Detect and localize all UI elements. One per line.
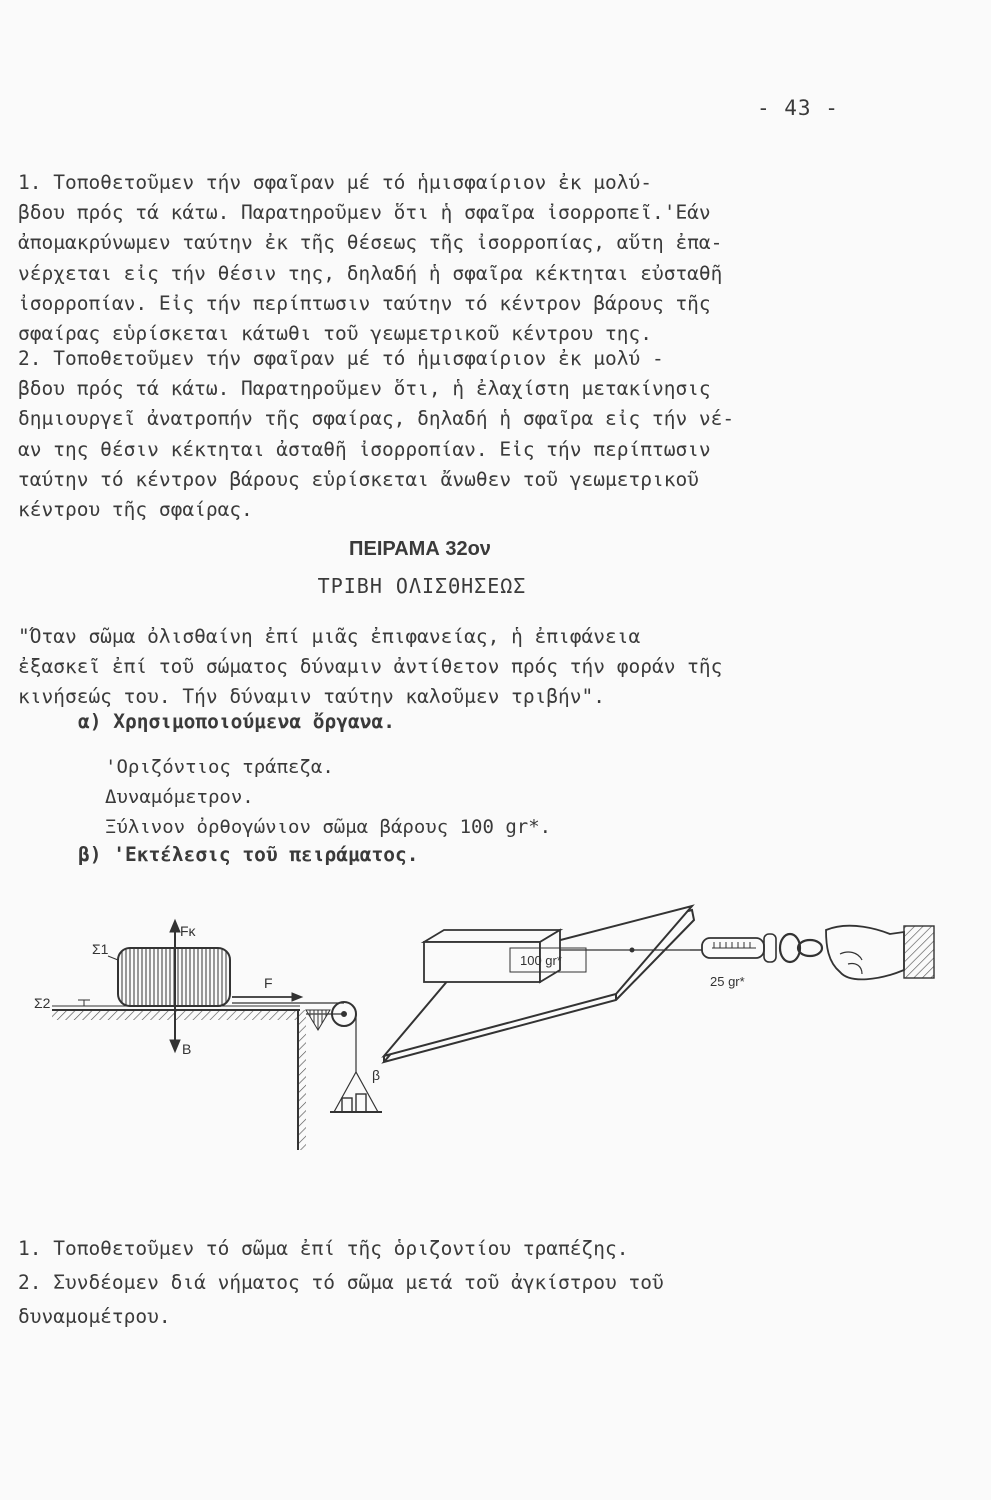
label-force: F [264, 975, 273, 991]
surface1-pointer [108, 956, 118, 960]
text-line: ἀπομακρύνωμεν ταύτην ἐκ τῆς θέσεως τῆς ἰσορροπίας, αὕτη ἐπα- [18, 231, 723, 255]
text-line: κέντρου τῆς σφαίρας. [18, 498, 253, 522]
weight-1 [342, 1098, 352, 1112]
experiment-figure [0, 890, 991, 1160]
text-line: σφαίρας εὑρίσκεται κάτωθι τοῦ γεωμετρικοῦ κέντρου της. [18, 322, 652, 346]
text-line: βδου πρός τά κάτω. Παρατηροῦμεν ὅτι, ἡ ἐλαχίστη μετακίνησις [18, 377, 711, 401]
normal-force-arrowhead [170, 920, 180, 932]
list-item: Ξύλινον ὀρθογώνιον σῶμα βάρους 100 gr*. [105, 816, 552, 838]
box-top [424, 930, 560, 942]
label-dynamometer-reading: 25 gr* [710, 974, 745, 989]
label-surface1: Σ1 [92, 941, 109, 957]
table-edge [298, 1010, 306, 1150]
weight-2 [356, 1094, 366, 1112]
scale-ticks [714, 942, 750, 948]
pulley-bracket [306, 1010, 330, 1030]
hook-point [630, 948, 634, 952]
force-arrowhead [292, 993, 302, 1001]
text-line: νέρχεται εἰς τήν θέσιν της, δηλαδή ἡ σφαῖρα κέκτηται εὐσταθῆ [18, 261, 723, 285]
text-line: δημιουργεῖ ἀνατροπήν τῆς σφαίρας, δηλαδή ἡ σφαῖρα εἰς τήν νέ- [18, 407, 735, 431]
step-item: δυναμομέτρου. [18, 1305, 171, 1328]
label-weight-pan: β [372, 1067, 381, 1083]
experiment-title: ΠΕΙΡΑΜΑ 32ον [349, 538, 491, 560]
pan-string-left [334, 1072, 356, 1112]
friction-definition [18, 622, 722, 712]
hand [826, 926, 904, 980]
paragraph-unstable-equilibrium [18, 344, 838, 525]
paragraph-stable-equilibrium [18, 168, 838, 349]
procedure-steps [18, 1232, 664, 1334]
text-line: ἐξασκεῖ ἐπί τοῦ σώματος δύναμιν ἀντίθετον πρός τήν φοράν τῆς [18, 655, 723, 678]
dynamometer-cap [764, 934, 776, 962]
section-procedure-heading: β) 'Εκτέλεσις τοῦ πειράματος. [78, 843, 419, 866]
weight-arrowhead [170, 1040, 180, 1052]
label-normal-force: Fκ [180, 923, 196, 939]
label-weight-body: Β [182, 1041, 192, 1057]
text-line: κινήσεώς του. Τήν δύναμιν ταύτην καλοῦμεν τριβήν". [18, 685, 605, 708]
section-instruments-heading: α) Χρησιμοποιούμενα ὄργανα. [78, 710, 395, 733]
label-block-weight: 100 gr* [520, 953, 562, 968]
text-line: "Όταν σῶμα ὀλισθαίνη ἐπί μιᾶς ἐπιφανείας, ἡ ἐπιφάνεια [18, 625, 641, 648]
sleeve [904, 926, 934, 978]
chain-link-2 [798, 940, 822, 956]
text-line: βδου πρός τά κάτω. Παρατηροῦμεν ὅτι ἡ σφαῖρα ἰσορροπεῖ.'Εάν [18, 201, 711, 225]
list-item: 'Οριζόντιος τράπεζα. [105, 756, 334, 778]
text-line: 2. Τοποθετοῦμεν τήν σφαῖραν μέ τό ἡμισφαίριον ἐκ μολύ - [18, 347, 664, 370]
experiment-subtitle: ΤΡΙΒΗ ΟΛΙΣΘΗΣΕΩΣ [317, 574, 527, 598]
text-line: ταύτην τό κέντρον βάρους εὑρίσκεται ἄνωθεν τοῦ γεωμετρικοῦ [18, 467, 699, 491]
text-line: αν της θέσιν κέκτηται ἀσταθῆ ἰσορροπίαν. Εἰς τήν περίπτωσιν [18, 437, 711, 461]
instrument-list [105, 752, 551, 842]
dynamometer-diagram [384, 906, 934, 1062]
step-item: 1. Τοποθετοῦμεν τό σῶμα ἐπί τῆς ὁριζοντίου τραπέζης. [18, 1237, 629, 1260]
label-surface2: Σ2 [34, 995, 51, 1011]
text-line: ἰσορροπίαν. Εἰς τήν περίπτωσιν ταύτην τό κέντρον βάρους τῆς [18, 291, 711, 315]
page-number: - 43 - [757, 96, 839, 120]
text-line: 1. Τοποθετοῦμεν τήν σφαῖραν μέ τό ἡμισφαίριον ἐκ μολύ- [18, 171, 652, 194]
step-item: 2. Συνδέομεν διά νήματος τό σῶμα μετά τοῦ ἀγκίστρου τοῦ [18, 1271, 664, 1294]
list-item: Δυναμόμετρον. [105, 786, 254, 808]
